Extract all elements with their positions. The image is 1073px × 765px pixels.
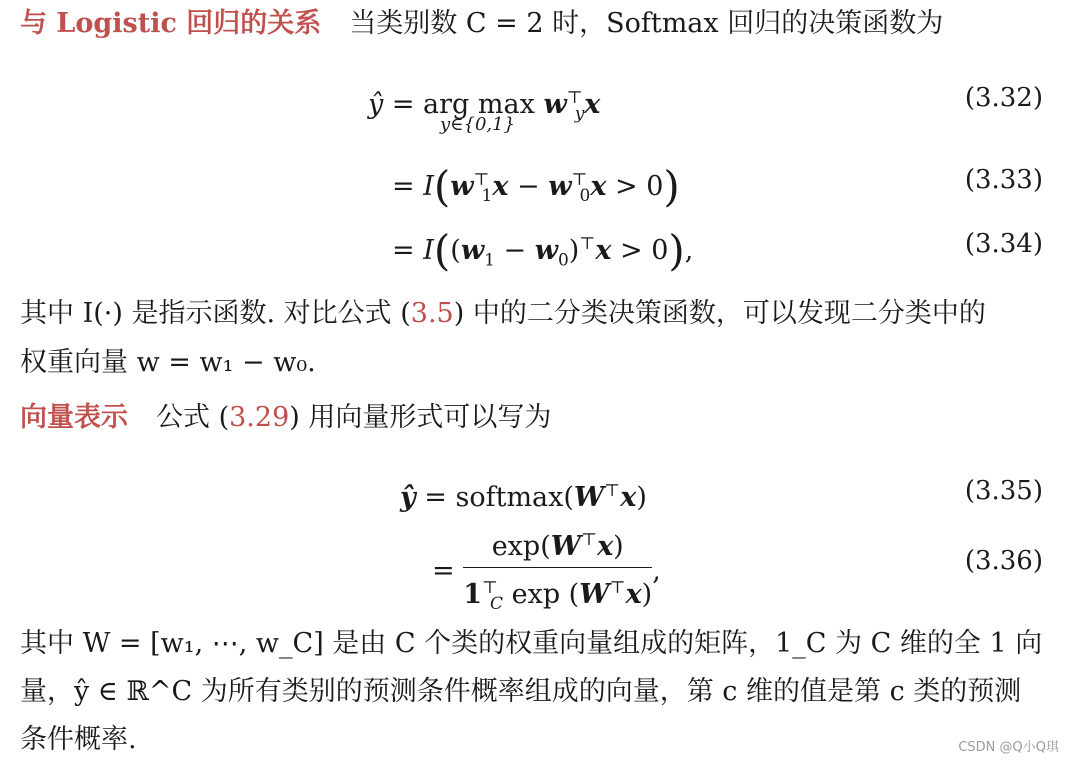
equation-3-35: ŷ = softmax(W⊤x) [400, 481, 647, 513]
equation-3-34: = $I((w_1 - w_0)^⊤x > 0)$, [392, 226, 694, 275]
eq-reference-link[interactable]: 3.5 [410, 298, 454, 329]
logistic-heading-line [20, 6, 943, 42]
eq-reference-link[interactable]: 3.29 [229, 402, 290, 433]
section-intro: 当类别数 C = 2 时，Softmax 回归的决策函数为 [349, 8, 944, 39]
paragraph-line: 条件概率. [20, 724, 137, 755]
equation-number: (3.32) [964, 83, 1043, 113]
text: 其中 I(·) 是指示函数. 对比公式 ( [20, 298, 411, 329]
equation-3-36: = $\frac{\exp(W^⊤x)}{1^⊤_C \exp (W^⊤x)}$ , [432, 522, 661, 622]
equation-number: (3.34) [964, 229, 1043, 259]
vector-heading-line [20, 400, 551, 436]
text: ) 中的二分类决策函数，可以发现二分类中的 [453, 298, 986, 329]
section-heading: 与 Logistic 回归的关系 [20, 8, 322, 39]
text: ) 用向量形式可以写为 [289, 402, 552, 433]
equation-3-33: = $I(w^⊤_1x - w^⊤_0x > 0)$ [392, 162, 680, 211]
equation-3-32: ŷ = arg $\max w^⊤_yx$ [368, 88, 601, 125]
argmax-subscript: y∈{0,1} [440, 114, 516, 135]
equation-number: (3.35) [964, 476, 1043, 506]
paragraph-line [20, 296, 986, 332]
watermark: CSDN @Q小Q琪 [958, 740, 1059, 755]
section-heading: 向量表示 [20, 402, 128, 433]
paragraph-line: 量，ŷ ∈ ℝ^C 为所有类别的预测条件概率组成的向量，第 c 维的值是第 c 类的预测 [20, 676, 1022, 707]
paragraph-line: 权重向量 w = w₁ − w₀. [20, 347, 316, 378]
text: 公式 ( [156, 402, 230, 433]
equation-number: (3.36) [964, 546, 1043, 576]
paragraph-line: 其中 W = [w₁, ⋯, w_C] 是由 C 个类的权重向量组成的矩阵，1_C 为 C 维的全 1 向 [20, 628, 1043, 659]
equation-number: (3.33) [964, 165, 1043, 195]
